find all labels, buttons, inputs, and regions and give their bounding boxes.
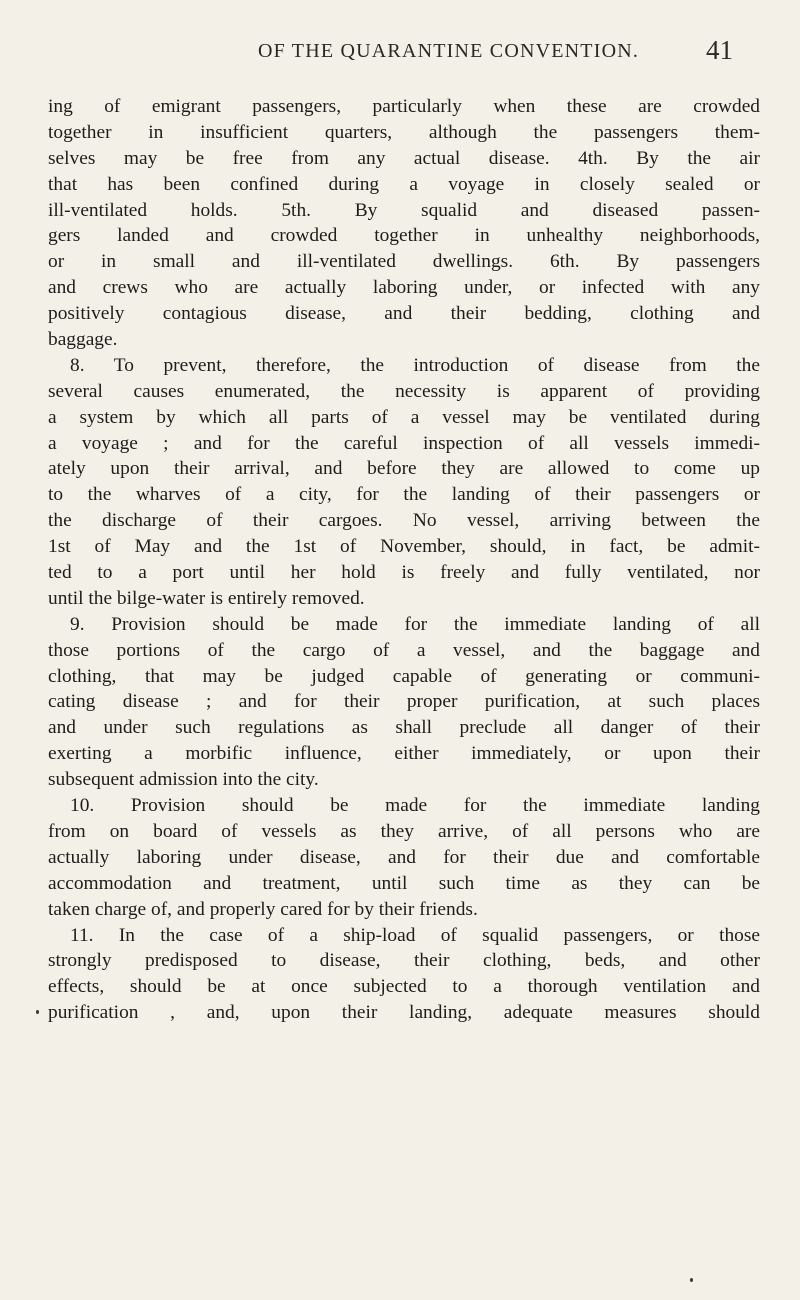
text-line: positively contagious disease, and their bedding, clothing and: [48, 303, 760, 325]
text-line: gers landed and crowded together in unhealthy neighborhoods,: [48, 225, 760, 247]
text-line: a voyage ; and for the careful inspection of all vessels immedi-: [48, 432, 760, 454]
text-line: clothing, that may be judged capable of generating or communi-: [48, 665, 760, 687]
text-line: ately upon their arrival, and before they are allowed to come up: [48, 458, 760, 480]
text-line: from on board of vessels as they arrive, of all persons who are: [48, 820, 760, 842]
running-head: OF THE QUARANTINE CONVENTION.: [258, 40, 640, 62]
paragraph-8-start: 8. To prevent, therefore, the introduction of disease from the: [70, 354, 760, 376]
paragraph-11-start: 11. In the case of a ship-load of squalid passengers, or those: [70, 924, 760, 946]
text-line: the discharge of their cargoes. No vessel, arriving between the: [48, 510, 760, 532]
text-line: and under such regulations as shall preclude all danger of their: [48, 717, 760, 739]
text-line: purification , and, upon their landing, adequate measures should: [48, 1002, 760, 1024]
text-line: ill-ventilated holds. 5th. By squalid and diseased passen-: [48, 199, 760, 221]
text-line: or in small and ill-ventilated dwellings. 6th. By passengers: [48, 251, 760, 273]
text-line: together in insufficient quarters, although the passengers them-: [48, 121, 760, 143]
text-line: and crews who are actually laboring under, or infected with any: [48, 277, 760, 299]
text-line: actually laboring under disease, and for their due and comfortable: [48, 846, 760, 868]
text-line: that has been confined during a voyage in closely sealed or: [48, 173, 760, 195]
text-line: strongly predisposed to disease, their clothing, beds, and other: [48, 950, 760, 972]
text-line: subsequent admission into the city.: [48, 769, 319, 791]
text-line: ing of emigrant passengers, particularly when these are crowded: [48, 96, 760, 117]
text-line: ted to a port until her hold is freely and fully ventilated, nor: [48, 562, 760, 584]
text-line: selves may be free from any actual disease. 4th. By the air: [48, 147, 760, 169]
text-line: cating disease ; and for their proper purification, at such places: [48, 691, 760, 713]
text-line: accommodation and treatment, until such time as they can be: [48, 872, 760, 894]
ink-speck: [36, 1010, 39, 1014]
text-line: 1st of May and the 1st of November, should, in fact, be admit-: [48, 536, 760, 558]
text-line: a system by which all parts of a vessel may be ventilated during: [48, 406, 760, 428]
text-line: effects, should be at once subjected to a thorough ventilation and: [48, 976, 760, 998]
body-text: [48, 94, 760, 1026]
ink-speck: [690, 1278, 693, 1282]
page-number: 41: [706, 35, 733, 65]
text-line: several causes enumerated, the necessity is apparent of providing: [48, 380, 760, 402]
text-line: until the bilge-water is entirely removed.: [48, 587, 365, 609]
text-line: exerting a morbific influence, either immediately, or upon their: [48, 743, 760, 765]
text-line: to the wharves of a city, for the landing of their passengers or: [48, 484, 760, 506]
text-line: taken charge of, and properly cared for by their friends.: [48, 898, 478, 920]
text-line: baggage.: [48, 329, 118, 351]
paragraph-10-start: 10. Provision should be made for the immediate landing: [70, 795, 760, 817]
text-line: those portions of the cargo of a vessel, and the baggage and: [48, 639, 760, 661]
paragraph-9-start: 9. Provision should be made for the immediate landing of all: [70, 613, 760, 635]
